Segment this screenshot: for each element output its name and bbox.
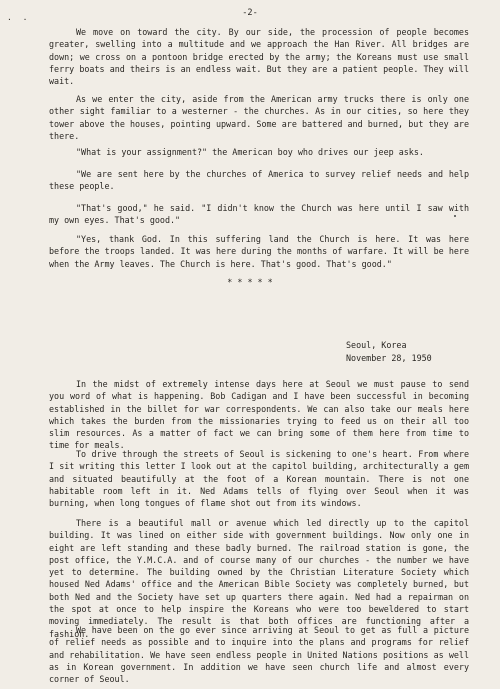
paragraph: "We are sent here by the churches of America to survey relief needs and help these people. [49,169,469,192]
page-number: -2- [242,8,258,18]
section-separator: * * * * * [227,277,273,287]
paragraph: "That's good," he said. "I didn't know the Church was here until I saw with my own eyes. That's good." [49,203,469,226]
paragraph: In the midst of extremely intense days here at Seoul we must pause to send you word of what is happening. Bob Cadigan and I have been successful in becoming established in the billet for war correspondents. We can also take our meals here which takes the burden from the missionaries trying to feed us on their all too slim resources. As a matter of fact we can bring some of them here from time to time for meals. [49,379,469,451]
paragraph: We have been on the go ever since arriving at Seoul to get as full a picture of relief needs as possible and to inquire into the plans and programs for relief and rehabilitation. We have seen endless people in United Nations positions as well as in Korean government. In addition we have seen church life and almost every corner of Seoul. [49,625,469,685]
paragraph: There is a beautiful mall or avenue which led directly up to the capitol building. It was lined on either side with government buildings. Now only one in eight are left standing and these badly burned. The railroad station is gone, the post office, the Y.M.C.A. and of course many of our churches - the number we have yet to determine. The building owned by the Christian Literature Society which housed Ned Adams' office and the American Bible Society was completely burned, but both Ned and the Society have set up quarters there again. Ned had a repairman on the spot at once to help inspire the Koreans who were too beweldered to start moving immediately. The result is that both offices are functioning after a fashion. [49,518,469,639]
paragraph: To drive through the streets of Seoul is sickening to one's heart. From where I sit writing this letter I look out at the capitol building, architecturally a gem and situated beautifully at the foot of a Korean mountain. There is not one habitable room left in it. Ned Adams tells of flying over Seoul when it was burning, when long tongues of flame shot out from its windows. [49,449,469,509]
corner-marks: . . [7,13,31,22]
paragraph: "Yes, thank God. In this suffering land the Church is here. It was here before the troops landed. It was here during the months of warfare. It will be here when the Army leaves. The Church is here. That's good. That's good." [49,234,469,269]
dateline-place: Seoul, Korea [346,340,407,350]
paragraph: As we enter the city, aside from the American army trucks there is only one other sight familiar to a westerner - the churches. As in our cities, so here they tower above the houses, pointing upward. Some are battered and burned, but they are there. [49,94,469,141]
dateline-date: November 28, 1950 [346,353,432,363]
paragraph: We move on toward the city. By our side, the procession of people becomes greater, swelling into a multitude and we approach the Han River. All bridges are down; we cross on a pontoon bridge erected by the army; the Koreans must use small ferry boats and theirs is an endless wait. But they are a patient people. They will wait. [49,27,469,87]
paragraph: "What is your assignment?" the American boy who drives our jeep asks. [76,147,424,157]
